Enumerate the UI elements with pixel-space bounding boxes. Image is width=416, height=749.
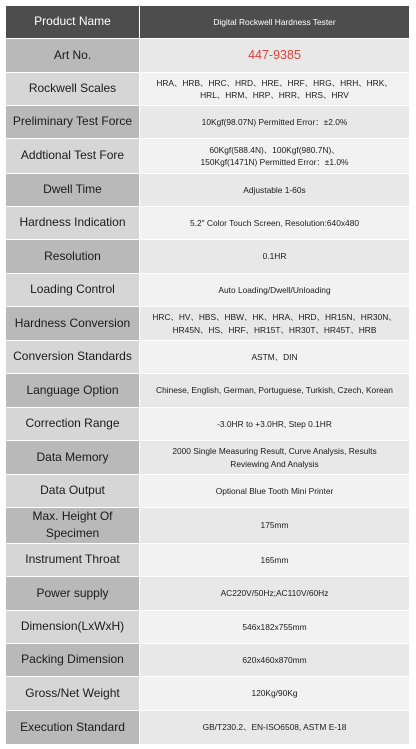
spec-row <box>6 643 410 676</box>
spec-row <box>6 610 410 643</box>
spec-value-line: HR45N、HS、HRF、HR15T、HR30T、HR45T、HRB <box>172 324 377 335</box>
spec-value-line: 620x460x870mm <box>242 654 307 665</box>
spec-label: Data Output <box>6 475 140 508</box>
spec-row <box>6 710 410 744</box>
spec-value-line: Digital Rockwell Hardness Tester <box>213 16 336 27</box>
spec-row <box>6 6 410 39</box>
spec-row <box>6 676 410 710</box>
spec-value-line: Reviewing And Analysis <box>230 458 319 469</box>
spec-value <box>140 207 410 240</box>
spec-value-line: 60Kgf(588.4N)、100Kgf(980.7N)、 <box>209 144 340 155</box>
spec-value <box>140 543 410 576</box>
spec-value <box>140 576 410 610</box>
spec-label: Max. Height Of Specimen <box>6 508 140 544</box>
spec-row <box>6 307 410 341</box>
spec-label: Instrument Throat <box>6 543 140 576</box>
spec-row <box>6 576 410 610</box>
spec-value <box>140 307 410 341</box>
spec-row <box>6 508 410 544</box>
spec-value <box>140 6 410 39</box>
spec-row <box>6 240 410 274</box>
spec-row <box>6 73 410 106</box>
spec-value-line: ASTM、DIN <box>251 351 298 362</box>
spec-row <box>6 207 410 240</box>
spec-value <box>140 508 410 544</box>
specification-table <box>5 5 410 745</box>
spec-value-line: 150Kgf(1471N) Permitted Error：±1.0% <box>200 157 349 167</box>
spec-label: Language Option <box>6 374 140 408</box>
spec-value <box>140 408 410 441</box>
spec-label: Hardness Conversion <box>6 307 140 341</box>
spec-value <box>140 475 410 508</box>
spec-value-line: 0.1HR <box>262 251 287 262</box>
spec-row <box>6 174 410 207</box>
spec-label: Loading Control <box>6 274 140 307</box>
spec-value-line: 546x182x755mm <box>242 621 307 632</box>
spec-value-line: 2000 Single Measuring Result, Curve Analysis, Results <box>172 446 377 457</box>
spec-value <box>140 73 410 106</box>
spec-value <box>140 106 410 139</box>
spec-label: Power supply <box>6 576 140 610</box>
spec-value <box>140 441 410 475</box>
spec-label: Preliminary Test Force <box>6 106 140 139</box>
spec-value <box>140 139 410 174</box>
spec-value-line: 165mm <box>260 554 289 565</box>
spec-value-line: Chinese, English, German, Portuguese, Turkish, Czech, Korean <box>156 385 393 396</box>
spec-value-line: -3.0HR to +3.0HR, Step 0.1HR <box>217 418 332 429</box>
spec-row <box>6 274 410 307</box>
spec-value <box>140 240 410 274</box>
spec-row <box>6 543 410 576</box>
spec-label: Dimension(LxWxH) <box>6 610 140 643</box>
spec-row <box>6 408 410 441</box>
spec-value <box>140 39 410 73</box>
spec-row <box>6 441 410 475</box>
spec-value <box>140 341 410 374</box>
spec-value-line: HRC、HV、HBS、HBW、HK、HRA、HRD、HR15N、HR30N、 <box>152 312 397 323</box>
spec-label: Packing Dimension <box>6 643 140 676</box>
spec-value <box>140 710 410 744</box>
spec-label: Resolution <box>6 240 140 274</box>
spec-label: Data Memory <box>6 441 140 475</box>
spec-value-line: HRL、HRM、HRP、HRR、HRS、HRV <box>200 90 349 100</box>
spec-value <box>140 274 410 307</box>
spec-label: Addtional Test Fore <box>6 139 140 174</box>
spec-label: Correction Range <box>6 408 140 441</box>
spec-row <box>6 139 410 174</box>
spec-label: Execution Standard <box>6 710 140 744</box>
spec-value-line: 10Kgf(98.07N) Permitted Error：±2.0% <box>201 116 348 127</box>
spec-row <box>6 39 410 73</box>
spec-label: Rockwell Scales <box>6 73 140 106</box>
spec-label: Product Name <box>6 6 140 39</box>
spec-value-line: 447-9385 <box>248 48 301 63</box>
spec-value-line: AC220V/50Hz;AC110V/60Hz <box>220 588 329 599</box>
spec-label: Conversion Standards <box>6 341 140 374</box>
spec-value-line: Auto Loading/Dwell/Unloading <box>218 284 331 295</box>
spec-value <box>140 643 410 676</box>
spec-value <box>140 174 410 207</box>
spec-row <box>6 374 410 408</box>
spec-label: Hardness Indication <box>6 207 140 240</box>
spec-value-line: Optional Blue Tooth Mini Printer <box>215 485 334 496</box>
spec-label: Gross/Net Weight <box>6 676 140 710</box>
spec-label: Dwell Time <box>6 174 140 207</box>
spec-value-line: 120Kg/90Kg <box>251 688 298 699</box>
spec-row <box>6 106 410 139</box>
spec-label: Art No. <box>6 39 140 73</box>
spec-value-line: GB/T230.2、EN-ISO6508, ASTM E-18 <box>202 722 347 733</box>
spec-value <box>140 610 410 643</box>
spec-row <box>6 341 410 374</box>
spec-value-line: 175mm <box>260 520 289 531</box>
spec-value-line: 5.2" Color Touch Screen, Resolution:640x480 <box>189 217 360 228</box>
spec-value <box>140 676 410 710</box>
spec-row <box>6 475 410 508</box>
spec-value <box>140 374 410 408</box>
spec-value-line: Adjustable 1-60s <box>243 184 306 195</box>
spec-value-line: HRA、HRB、HRC、HRD、HRE、HRF、HRG、HRH、HRK、 <box>156 77 393 88</box>
specification-table-body <box>6 6 410 745</box>
